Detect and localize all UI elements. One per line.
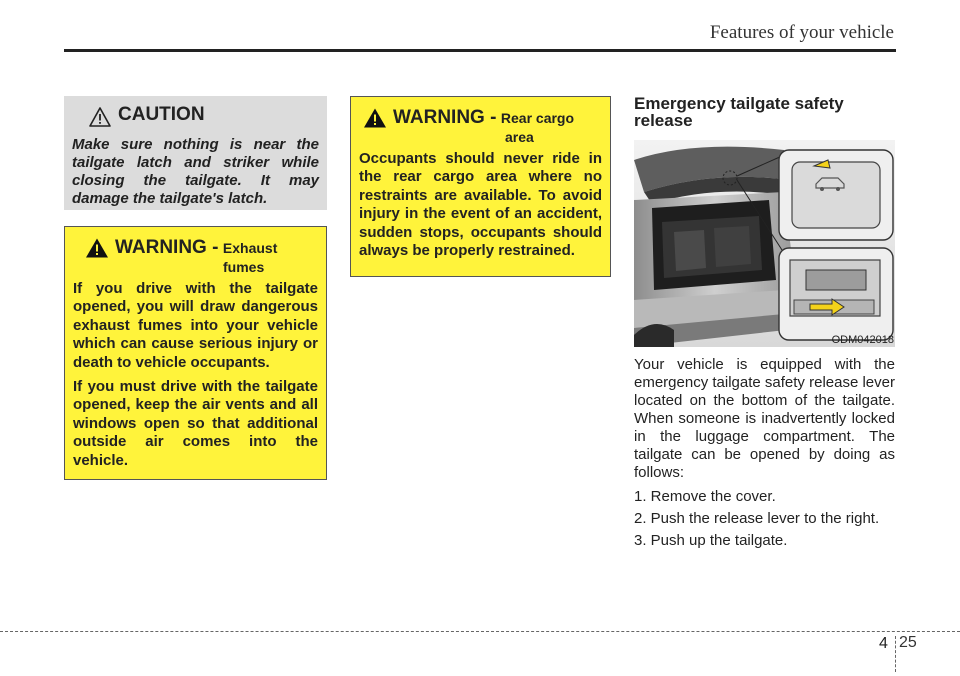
warning-exhaust-body bbox=[73, 280, 318, 470]
warning-cargo-box bbox=[350, 96, 611, 277]
warning-exhaust-paragraph: If you must drive with the tailgate opened, keep the air vents and all windows open so that additional outside air comes into the vehicle. bbox=[73, 378, 318, 469]
caution-box bbox=[64, 96, 327, 210]
header-rule bbox=[64, 49, 896, 52]
warning-cargo-subject-line2: area bbox=[505, 129, 534, 145]
tailgate-illustration bbox=[634, 140, 895, 347]
warning-cargo-word: WARNING - bbox=[393, 107, 497, 128]
section-intro: Your vehicle is equipped with the emergency tailgate safety release lever located on the bottom of the tailgate. When someone is inadvertently locked in the luggage compartment. The tailgate can be opened by doing as follows: bbox=[634, 356, 895, 481]
step-item: 2. Push the release lever to the right. bbox=[634, 510, 880, 527]
warning-exhaust-box bbox=[64, 226, 327, 480]
warning-exhaust-paragraph: If you drive with the tailgate opened, you will draw dangerous exhaust fumes into your vehicle which can cause serious injury or death to vehicle occupants. bbox=[73, 280, 318, 371]
figure-code: ODM042018 bbox=[831, 334, 894, 346]
page-number-divider bbox=[895, 636, 897, 672]
warning-triangle-icon bbox=[85, 237, 109, 259]
caution-title-row bbox=[72, 104, 319, 128]
caution-body: Make sure nothing is near the tailgate latch and striker while closing the tailgate. It may damage the tailgate's latch. bbox=[72, 136, 319, 207]
warning-exhaust-title-row bbox=[73, 237, 318, 276]
section-body bbox=[634, 356, 895, 554]
warning-exhaust-subject-line2: fumes bbox=[223, 259, 265, 275]
warning-triangle-icon bbox=[363, 107, 387, 129]
warning-exhaust-subject-line1: Exhaust bbox=[222, 240, 278, 256]
page-number: 25 bbox=[899, 634, 917, 651]
running-header-title: Features of your vehicle bbox=[709, 22, 894, 43]
warning-cargo-subject-line1: Rear cargo bbox=[500, 110, 575, 126]
section-title: Emergency tailgate safety release bbox=[634, 94, 844, 130]
step-item: 3. Push up the tailgate. bbox=[634, 532, 788, 549]
chapter-number: 4 bbox=[879, 635, 888, 652]
warning-cargo-title-row bbox=[359, 107, 602, 146]
warning-cargo-body: Occupants should never ride in the rear cargo area where no restraints are available. To avoid injury in the event of an accident, sudden stops, occupants should always be properly restrained. bbox=[359, 150, 602, 260]
tailgate-release-figure bbox=[634, 140, 895, 347]
warning-exhaust-word: WARNING - bbox=[115, 237, 219, 258]
step-item: 1. Remove the cover. bbox=[634, 488, 776, 505]
caution-triangle-icon bbox=[88, 106, 112, 128]
caution-title: CAUTION bbox=[118, 104, 205, 125]
footer-dashed-rule bbox=[0, 631, 960, 632]
